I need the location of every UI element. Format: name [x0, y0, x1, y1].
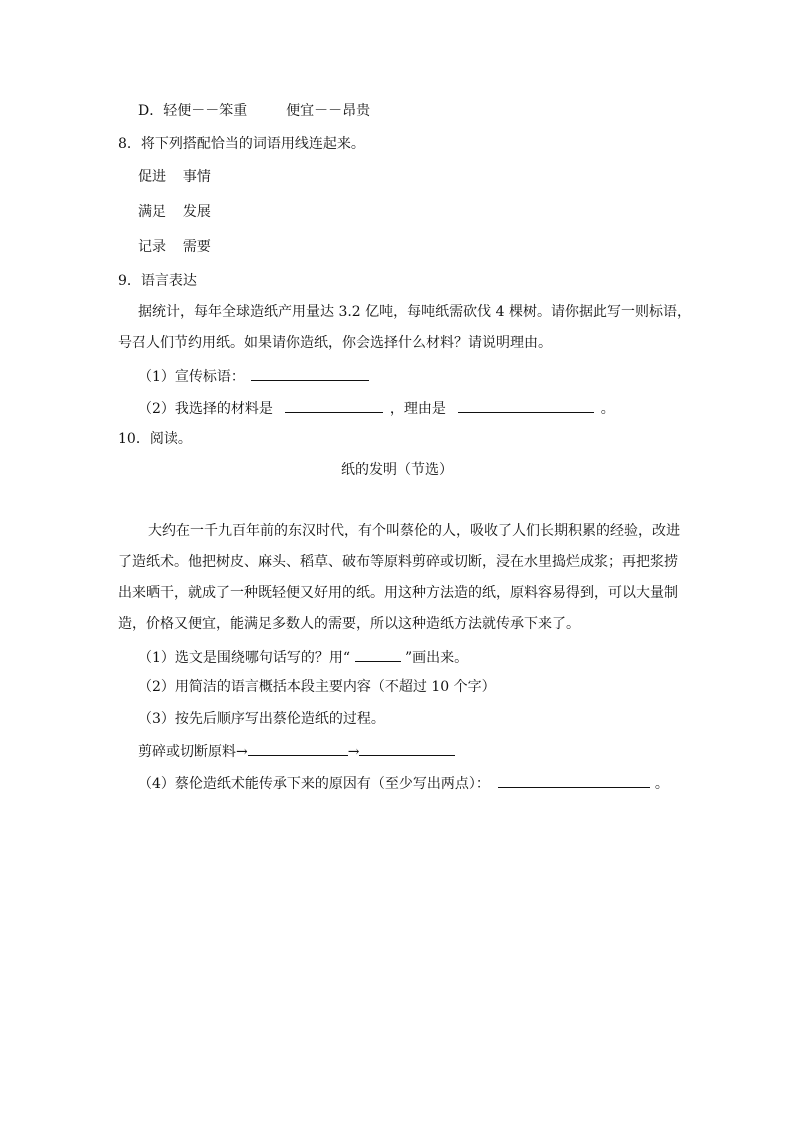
q8-left-word-2[interactable]: 满足: [138, 204, 166, 220]
q8-stem: 8．将下列搭配恰当的词语用线连起来。: [118, 136, 365, 152]
q10-sub1: [138, 647, 468, 665]
q9-paragraph-line-2: 号召人们节约用纸。如果请你造纸，你会选择什么材料？请说明理由。: [118, 335, 552, 351]
arrow-icon: →: [347, 744, 360, 760]
process-chain: [138, 741, 455, 759]
q8-left-word-1[interactable]: 促进: [138, 169, 166, 185]
q10-sub3: （3）按先后顺序写出蔡伦造纸的过程。: [138, 711, 385, 727]
reason-answer-blank[interactable]: [458, 398, 594, 413]
q8-pair-3[interactable]: [138, 238, 211, 256]
q10-sub1-label-end: ”画出来。: [404, 650, 469, 666]
q8-right-word-1[interactable]: 事情: [182, 169, 211, 185]
q10-sub4-label: （4）蔡伦造纸术能传承下来的原因有（至少写出两点）：: [138, 776, 490, 792]
q8-right-word-2[interactable]: 发展: [182, 204, 211, 220]
q8-left-word-3[interactable]: 记录: [138, 239, 166, 255]
q7-option-d-suffix: 便宜－－昂贵: [286, 103, 371, 119]
arrow-icon: →: [236, 744, 248, 760]
passage-line-1: 大约在一千九百年前的东汉时代，有个叫蔡伦的人，吸收了人们长期积累的经验，改进: [148, 523, 680, 539]
process-start: 剪碎或切断原料: [138, 744, 236, 760]
q9-stem: 9．语言表达: [118, 273, 197, 289]
q9-sub1-label: （1）宣传标语：: [138, 369, 245, 385]
q10-sub4-period: 。: [654, 776, 669, 792]
q9-sub1: [138, 366, 371, 384]
q9-sub2-label: （2）我选择的材料是: [138, 401, 273, 417]
process-step-1-blank[interactable]: [248, 741, 348, 756]
q9-sub2-reason-label: ，理由是: [389, 401, 446, 417]
passage-line-2: 了造纸术。他把树皮、麻头、稻草、破布等原料剪碎或切断，浸在水里捣烂成浆；再把浆捞: [118, 554, 678, 570]
q9-paragraph-line-1: 据统计，每年全球造纸产用量达 3.2 亿吨，每吨纸需砍伐 4 棵树。请你据此写一则标语，: [138, 304, 691, 320]
q8-pair-2[interactable]: [138, 203, 211, 221]
slogan-answer-blank[interactable]: [251, 366, 369, 381]
passage-title: 纸的发明（节选）: [341, 462, 453, 478]
q7-option-d-prefix: D．轻便－－笨重: [138, 103, 248, 119]
passage-line-4: 造，价格又便宜，能满足多数人的需要，所以这种造纸方法就传承下来了。: [118, 616, 580, 632]
q8-pair-1[interactable]: [138, 168, 211, 186]
process-step-2-blank[interactable]: [359, 741, 455, 756]
q9-sub2-period: 。: [600, 401, 615, 417]
q10-sub4: [138, 773, 669, 791]
passage-line-3: 出来晒干，就成了一种既轻便又好用的纸。用这种方法造的纸，原料容易得到，可以大量制: [118, 585, 678, 601]
reasons-answer-blank[interactable]: [498, 773, 650, 788]
q7-option-d: [138, 102, 370, 120]
q10-sub2: （2）用简洁的语言概括本段主要内容（不超过 10 个字）: [138, 679, 496, 695]
q10-sub1-label: （1）选文是围绕哪句话写的？用“: [138, 650, 351, 666]
material-answer-blank[interactable]: [285, 398, 383, 413]
q9-sub2: [138, 398, 615, 416]
q8-right-word-3[interactable]: 需要: [182, 239, 211, 255]
q10-stem: 10．阅读。: [118, 431, 192, 447]
underline-sample: [355, 647, 401, 662]
